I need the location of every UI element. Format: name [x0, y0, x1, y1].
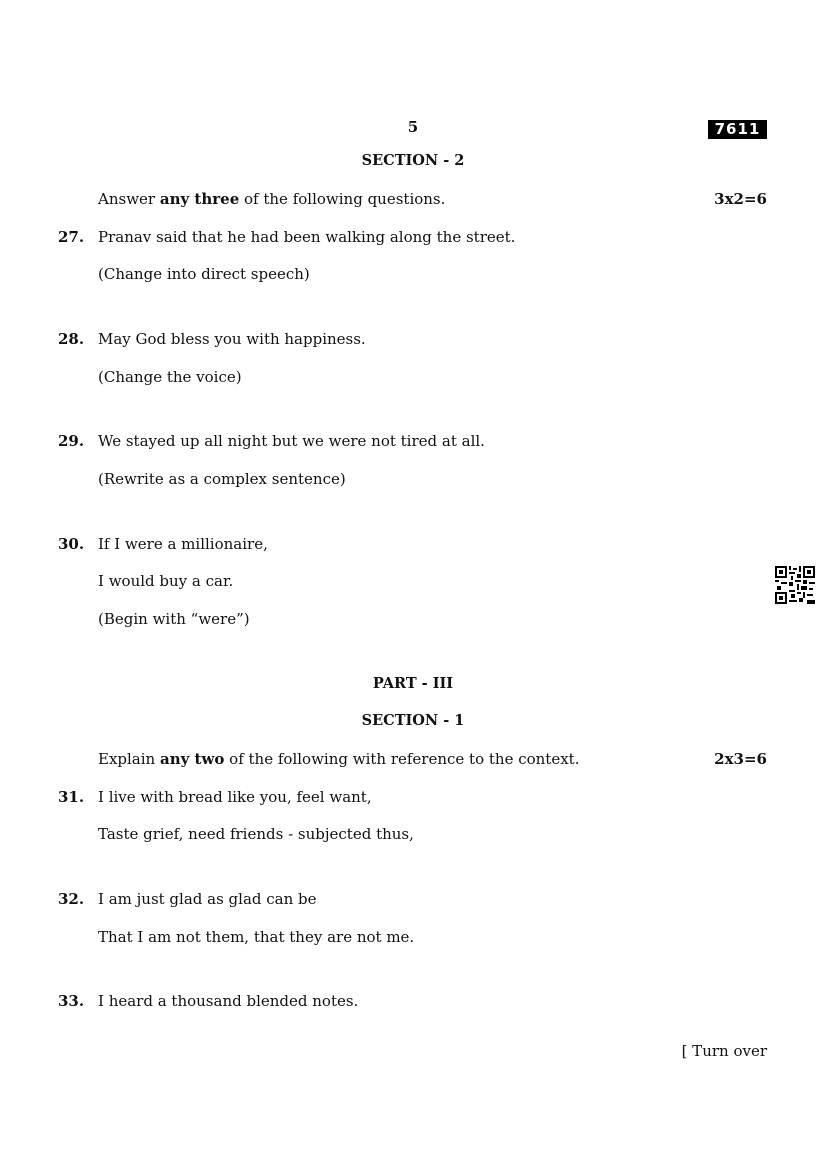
- qr-code-icon: [775, 566, 815, 604]
- instruction-text: of the following questions.: [239, 190, 446, 208]
- instruction-text: of the following with reference to the context.: [224, 750, 580, 768]
- question-text: I heard a thousand blended notes.: [98, 992, 359, 1010]
- question-instruction: (Begin with “were”): [98, 610, 250, 628]
- section-2-marks: 3x2=6: [714, 190, 767, 208]
- question-number: 30.: [58, 535, 85, 553]
- question-number: 29.: [58, 432, 85, 450]
- part-3-instruction: [98, 750, 579, 768]
- question-text: I would buy a car.: [98, 572, 234, 590]
- question-number: 32.: [58, 890, 85, 908]
- section-2-heading: SECTION - 2: [361, 152, 465, 169]
- question-text: Taste grief, need friends - subjected thus,: [98, 825, 414, 843]
- question-text: We stayed up all night but we were not tired at all.: [98, 432, 485, 450]
- question-instruction: (Change into direct speech): [98, 265, 310, 283]
- page-number: 5: [407, 118, 419, 136]
- question-number: 28.: [58, 330, 85, 348]
- question-text: I live with bread like you, feel want,: [98, 788, 372, 806]
- part-3-heading: PART - III: [372, 675, 454, 692]
- question-number: 33.: [58, 992, 85, 1010]
- question-instruction: (Change the voice): [98, 368, 242, 386]
- question-instruction: (Rewrite as a complex sentence): [98, 470, 346, 488]
- part-3-marks: 2x3=6: [714, 750, 767, 768]
- turn-over-note: [ Turn over: [681, 1042, 767, 1060]
- instruction-text: Answer: [98, 190, 160, 208]
- instruction-emphasis: any three: [159, 190, 240, 208]
- section-2-instruction: [98, 190, 445, 208]
- question-text: If I were a millionaire,: [98, 535, 268, 553]
- instruction-emphasis: any two: [159, 750, 225, 768]
- instruction-text: Explain: [98, 750, 160, 768]
- paper-code-badge: 7611: [708, 120, 767, 139]
- question-number: 27.: [58, 228, 85, 246]
- question-text: May God bless you with happiness.: [98, 330, 366, 348]
- question-text: That I am not them, that they are not me.: [98, 928, 415, 946]
- question-number: 31.: [58, 788, 85, 806]
- question-text: I am just glad as glad can be: [98, 890, 317, 908]
- section-1-heading: SECTION - 1: [361, 712, 465, 729]
- question-text: Pranav said that he had been walking along the street.: [98, 228, 516, 246]
